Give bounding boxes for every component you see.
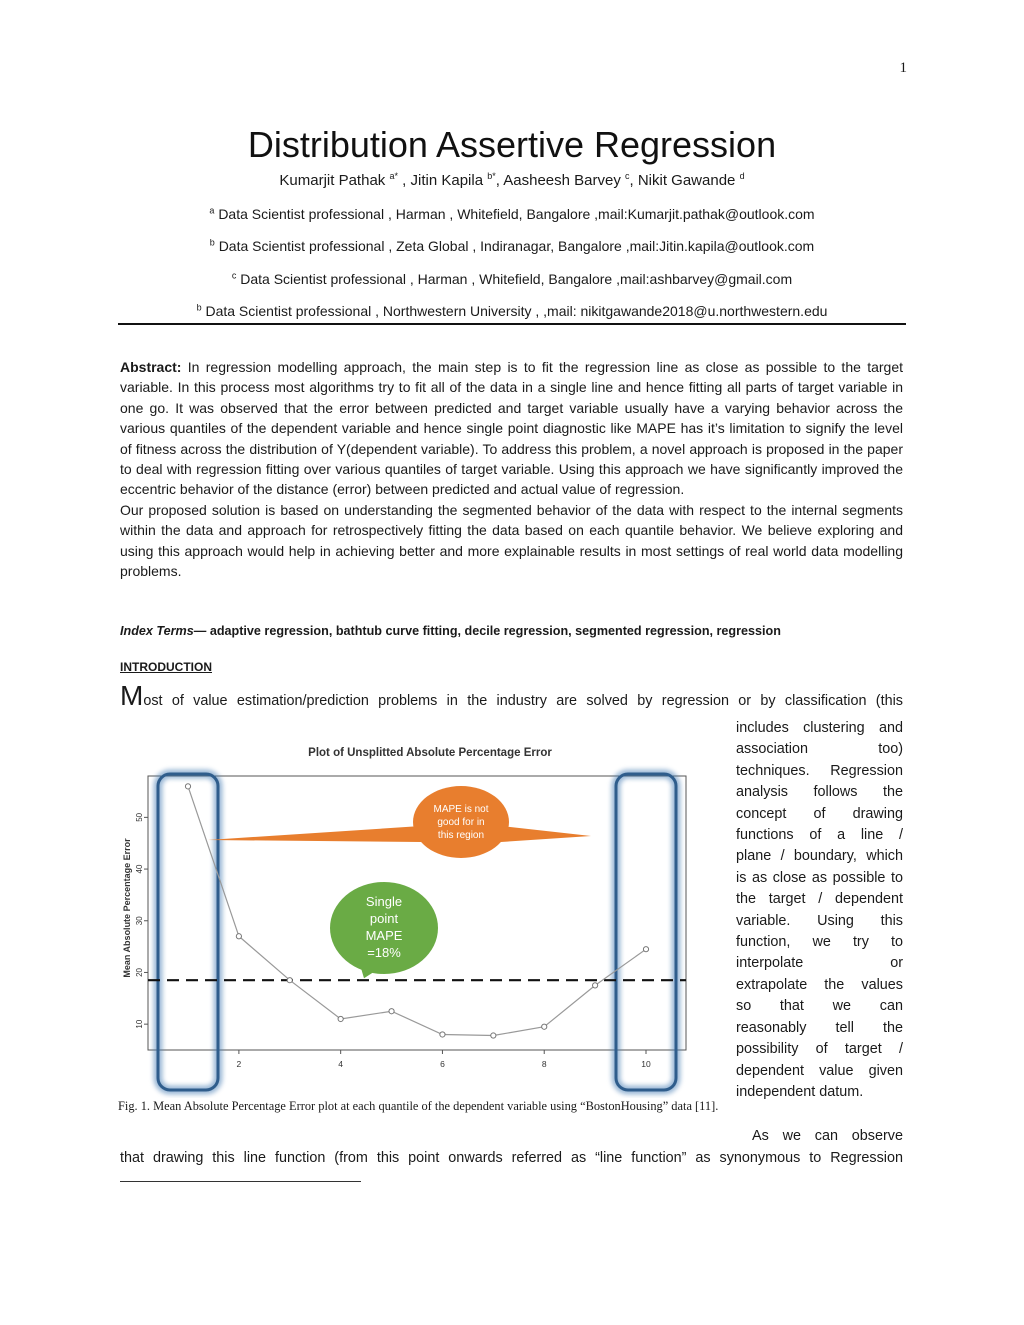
mape-data-point (287, 978, 292, 983)
side-line: independent datum. (736, 1083, 864, 1100)
intro-observe-line: As we can observe (752, 1128, 903, 1144)
abstract-label: Abstract: (120, 359, 182, 375)
side-line: includes clustering and (736, 720, 903, 736)
index-terms-label: Index Terms (120, 624, 194, 638)
mape-data-point (389, 1009, 394, 1014)
x-tick-label: 10 (641, 1059, 651, 1069)
author-list: Kumarjit Pathak $^{a*}$ , Jitin Kapila $^{b*}$, Aasheesh Barvey $^c$, Nikit Gawande $^d$ (279, 171, 745, 189)
side-line: functions of a line / (736, 827, 903, 844)
side-line: analysis follows the (736, 784, 903, 801)
page-number: 1 (899, 60, 907, 76)
side-line: function, we try to (736, 934, 903, 951)
section-heading: INTRODUCTION (120, 660, 212, 674)
intro-first-line (120, 682, 903, 715)
side-line: extrapolate the values (736, 976, 903, 993)
abstract (120, 357, 903, 581)
x-tick-label: 2 (236, 1059, 242, 1069)
y-tick-label: 40 (135, 864, 144, 874)
mape-chart (118, 738, 728, 1098)
side-line: is as close as possible to (736, 869, 903, 886)
paper-title: Distribution Assertive Regression (247, 124, 777, 165)
author-name: Aasheesh Barvey (503, 172, 621, 189)
orange-bubble-text: this region (437, 830, 485, 841)
index-terms-text: adaptive regression, bathtub curve fitting, decile regression, segmented regression, regression (206, 624, 781, 638)
figure-caption: Fig. 1. Mean Absolute Percentage Error plot at each quantile of the dependent variable using “BostonHousing” data [11]. (118, 1099, 719, 1113)
intro-side-column (736, 718, 903, 1103)
y-tick-label: 10 (135, 1019, 144, 1029)
side-line: variable. Using this (736, 912, 903, 929)
green-bubble-text: =18% (367, 945, 401, 960)
author-name: Nikit Gawande (637, 172, 736, 189)
side-line: plane / boundary, which (736, 848, 903, 865)
side-line: dependent value given (736, 1062, 903, 1079)
affiliation-text: Data Scientist professional , Harman , Whitefield, Bangalore ,mail:ashbarvey@gmail.com (240, 271, 793, 287)
y-tick-label: 50 (135, 812, 144, 822)
author-sup: c (625, 171, 630, 181)
drop-cap: M (120, 680, 144, 711)
mape-data-point (542, 1024, 547, 1029)
green-bubble-text: MAPE (365, 928, 403, 943)
affiliation-text: Data Scientist professional , Northwestern University , ,mail: nikitgawande2018@u.northwestern.edu (205, 303, 828, 319)
side-line: interpolate or (736, 955, 903, 972)
mape-data-point (491, 1033, 496, 1038)
mape-data-point (643, 947, 648, 952)
header-divider (118, 323, 906, 325)
mape-data-point (440, 1032, 445, 1037)
affiliation-sup: b (196, 302, 202, 313)
author-sup: b* (487, 171, 496, 181)
index-terms (120, 622, 903, 640)
affiliation-sup: c (231, 270, 237, 281)
affiliation (0, 236, 1024, 256)
affiliation (0, 301, 1024, 321)
side-line: the target / dependent (736, 891, 903, 908)
side-line: association too) (736, 741, 903, 758)
mape-data-point (236, 934, 241, 939)
abstract-paragraph: Our proposed solution is based on understanding the segmented behavior of the data with respect to the internal segments within the data and approach for retrospectively fitting the data based on each quantile behavior. We believe exploring and using this approach would help in achieving better and more explainable results in most settings of real world data modelling problems. (120, 501, 903, 580)
affiliation (0, 204, 1024, 224)
affiliation-sup: b (209, 237, 215, 248)
author-name: Jitin Kapila (410, 172, 484, 189)
abstract-text: In regression modelling approach, the main step is to fit the regression line as close as possible to the target variable. In this process most algorithms try to fit all of the data in a single line and hence fitting all parts of target variable in one go. It was observed that the error between predicted and target variable usually have a varying behavior across the various quantiles of the dependent variable and hence single point diagnostic like MAPE has it’s limitation to signify the level of fitness across the distribution of Y(dependent variable). To address this problem, a novel approach is proposed in the paper to deal with regression fitting over various quantiles of target variable. Using this approach we have significantly improved the eccentric behavior of the distance (error) between predicted and actual value of regression. (120, 359, 903, 498)
affiliation (0, 269, 1024, 289)
green-bubble-text: Single (365, 894, 403, 909)
affiliation-text: Data Scientist professional , Zeta Global , Indiranagar, Bangalore ,mail:Jitin.kapila@outlook.com (218, 238, 815, 254)
author-sup: a* (389, 171, 398, 181)
author-name: Kumarjit Pathak (279, 172, 386, 189)
side-line: concept of drawing (736, 805, 903, 822)
abstract-paragraph (120, 357, 903, 500)
intro-bottom-line: that drawing this line function (from this point onwards referred as “line function” as synonymous to Regression (120, 1150, 903, 1166)
author-sup: d (739, 171, 745, 181)
x-tick-label: 6 (440, 1059, 445, 1069)
side-line: possibility of target / (736, 1041, 903, 1058)
chart-title: Plot of Unsplitted Absolute Percentage Error (308, 747, 552, 759)
chart-ylabel: Mean Absolute Percentage Error (122, 838, 132, 978)
mape-data-point (338, 1016, 343, 1021)
mape-data-point (593, 983, 598, 988)
x-tick-label: 4 (338, 1059, 344, 1069)
figure-mape-plot (118, 738, 728, 1098)
footnote-divider (120, 1181, 361, 1182)
y-tick-label: 30 (135, 916, 144, 926)
green-bubble-text: point (369, 911, 399, 926)
y-tick-label: 20 (135, 967, 144, 977)
affiliation-text: Data Scientist professional , Harman , Whitefield, Bangalore ,mail:Kumarjit.pathak@outlook.com (218, 206, 815, 222)
mape-data-point (185, 784, 190, 789)
x-tick-label: 8 (541, 1059, 547, 1069)
affiliation-sup: a (209, 205, 215, 216)
intro-first-line-text: ost of value estimation/prediction problems in the industry are solved by regression or by classification (this (143, 693, 903, 709)
orange-bubble-text: good for in (437, 817, 485, 828)
side-line: techniques. Regression (736, 762, 903, 779)
index-terms-dash: — (193, 624, 207, 638)
side-line: so that we can (736, 998, 903, 1015)
orange-bubble-text: MAPE is not (433, 804, 489, 815)
side-line: reasonably tell the (736, 1019, 903, 1036)
